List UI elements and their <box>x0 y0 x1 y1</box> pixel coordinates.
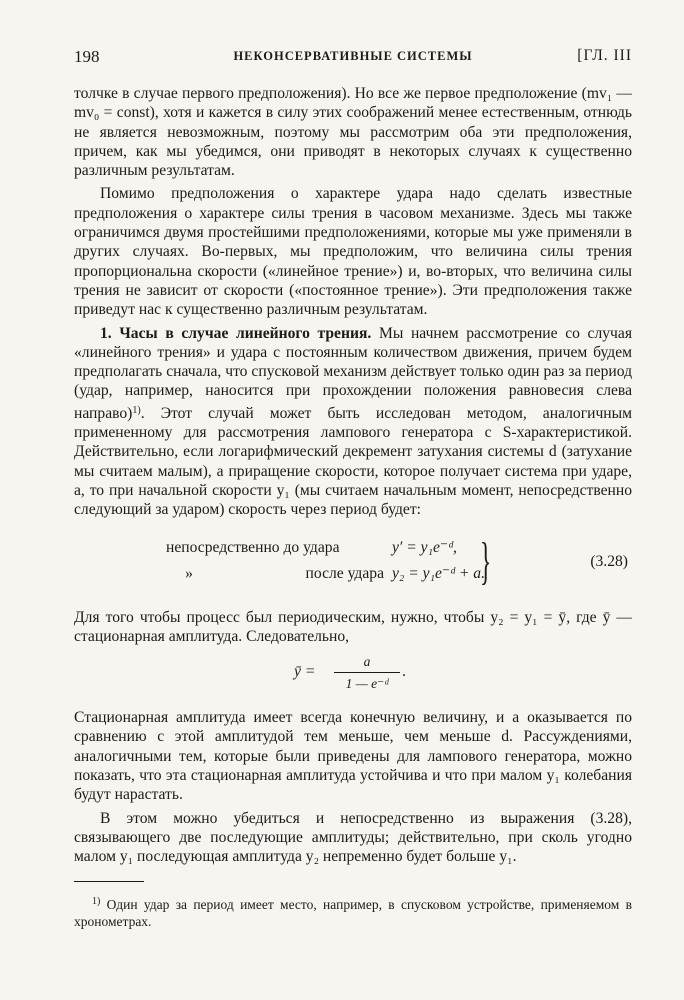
paragraph: толчке в случае первого предположения). Но все же первое предположение (mv₁ — mv₀ = const), хотя и кажется в силу этих соображений менее естественным, отнюдь не является невозможным, поэтому мы рассмотрим оба эти предположения, причем, как мы убедимся, они приводят в некоторых случаях к существенно различным результатам. <box>74 85 632 180</box>
equation-row <box>166 538 457 557</box>
footnote <box>74 893 632 930</box>
equation-label: после удара <box>305 564 384 582</box>
body-text <box>74 84 632 867</box>
paragraph: Помимо предположения о характере удара надо сделать известные предположения о характере силы трения в часовом механизме. Здесь мы также ограничимся двумя простейшими предположениями, которые мы уже применяли в других случаях. Во-первых, мы предположим, что величина силы трения пропорциональна скорости («линейное трение») и, во-вторых, что величина силы трения не зависит от скорости («постоянное трение»). Эти предположения также приведут нас к существенно различным результатам. <box>74 185 632 319</box>
curly-brace-icon: } <box>480 532 492 590</box>
fraction-denominator: 1 — e⁻ᵈ <box>345 676 389 692</box>
paragraph: Для того чтобы процесс был периодическим, нужно, чтобы y₂ = y₁ = ȳ, где ȳ — стационарная амплитуда. Следовательно, <box>74 608 632 645</box>
equation-label: непосредственно до удара <box>166 538 340 556</box>
equation-tail: . <box>402 663 406 681</box>
equation-row <box>166 564 485 583</box>
footnote-divider <box>74 881 144 882</box>
page-header <box>74 47 632 73</box>
fraction-bar <box>334 672 400 673</box>
paragraph: Стационарная амплитуда имеет всегда конечную величину, и a оказывается по сравнению с этой амплитудой тем меньше, чем меньше d. Рассуждениями, аналогичными тем, которые были приведены для лампового генератора, можно показать, что эта стационарная амплитуда устойчива и что при малом y₁ колебания будут нарастать. <box>74 709 632 804</box>
equation-lhs: ȳ = <box>294 663 316 681</box>
page-number: 198 <box>74 47 100 66</box>
fraction <box>334 652 400 694</box>
equation-stationary-amplitude <box>74 652 632 696</box>
section-title: 1. Часы в случае линейного трения. <box>100 324 372 342</box>
footnote-reference[interactable]: 1) <box>132 404 141 416</box>
equation-expression: y′ = y₁e⁻ᵈ, <box>392 538 457 556</box>
running-title: НЕКОНСЕРВАТИВНЫЕ СИСТЕМЫ <box>233 49 473 63</box>
equation-number: (3.28) <box>590 552 628 570</box>
fraction-numerator: a <box>363 654 371 670</box>
paragraph-text: Мы начнем рассмотрение со случая «линейного трения» и удара с постоянным количеством движения, причем будем предполагать сначала, что спусковой механизм действует только один раз за период (удар, например, наносится при прохождении положения равновесия слева направо) <box>74 324 632 422</box>
paragraph: В этом можно убедиться и непосредственно из выражения (3.28), связывающего две последующие амплитуды; действительно, при сколь угодно малом y₁ последующая амплитуда y₂ непременно будет больше y₁. <box>74 809 632 866</box>
paragraph-text: . Этот случай может быть исследован методом, аналогичным примененному для рассмотрения лампового генератора с S-характеристикой. Действительно, если логарифмический декремент затухания системы d (затухание мы считаем малым), а приращение скорости, которое получает система при ударе, a, то при начальной скорости y₁ (мы считаем начальным момент, непосредственно следующий за ударом) скорость через период будет: <box>74 404 632 519</box>
footnote-mark: 1) <box>92 896 101 907</box>
equation-3-28 <box>74 534 632 598</box>
chapter-label: [ГЛ. III <box>577 47 632 64</box>
equation-expression: y₂ = y₁e⁻ᵈ + a. <box>392 564 486 582</box>
section-paragraph <box>74 324 632 520</box>
footnote-text: Один удар за период имеет место, например, в спусковом устройстве, применяемом в хронометрах. <box>74 897 632 929</box>
ditto-mark: » <box>185 564 193 582</box>
